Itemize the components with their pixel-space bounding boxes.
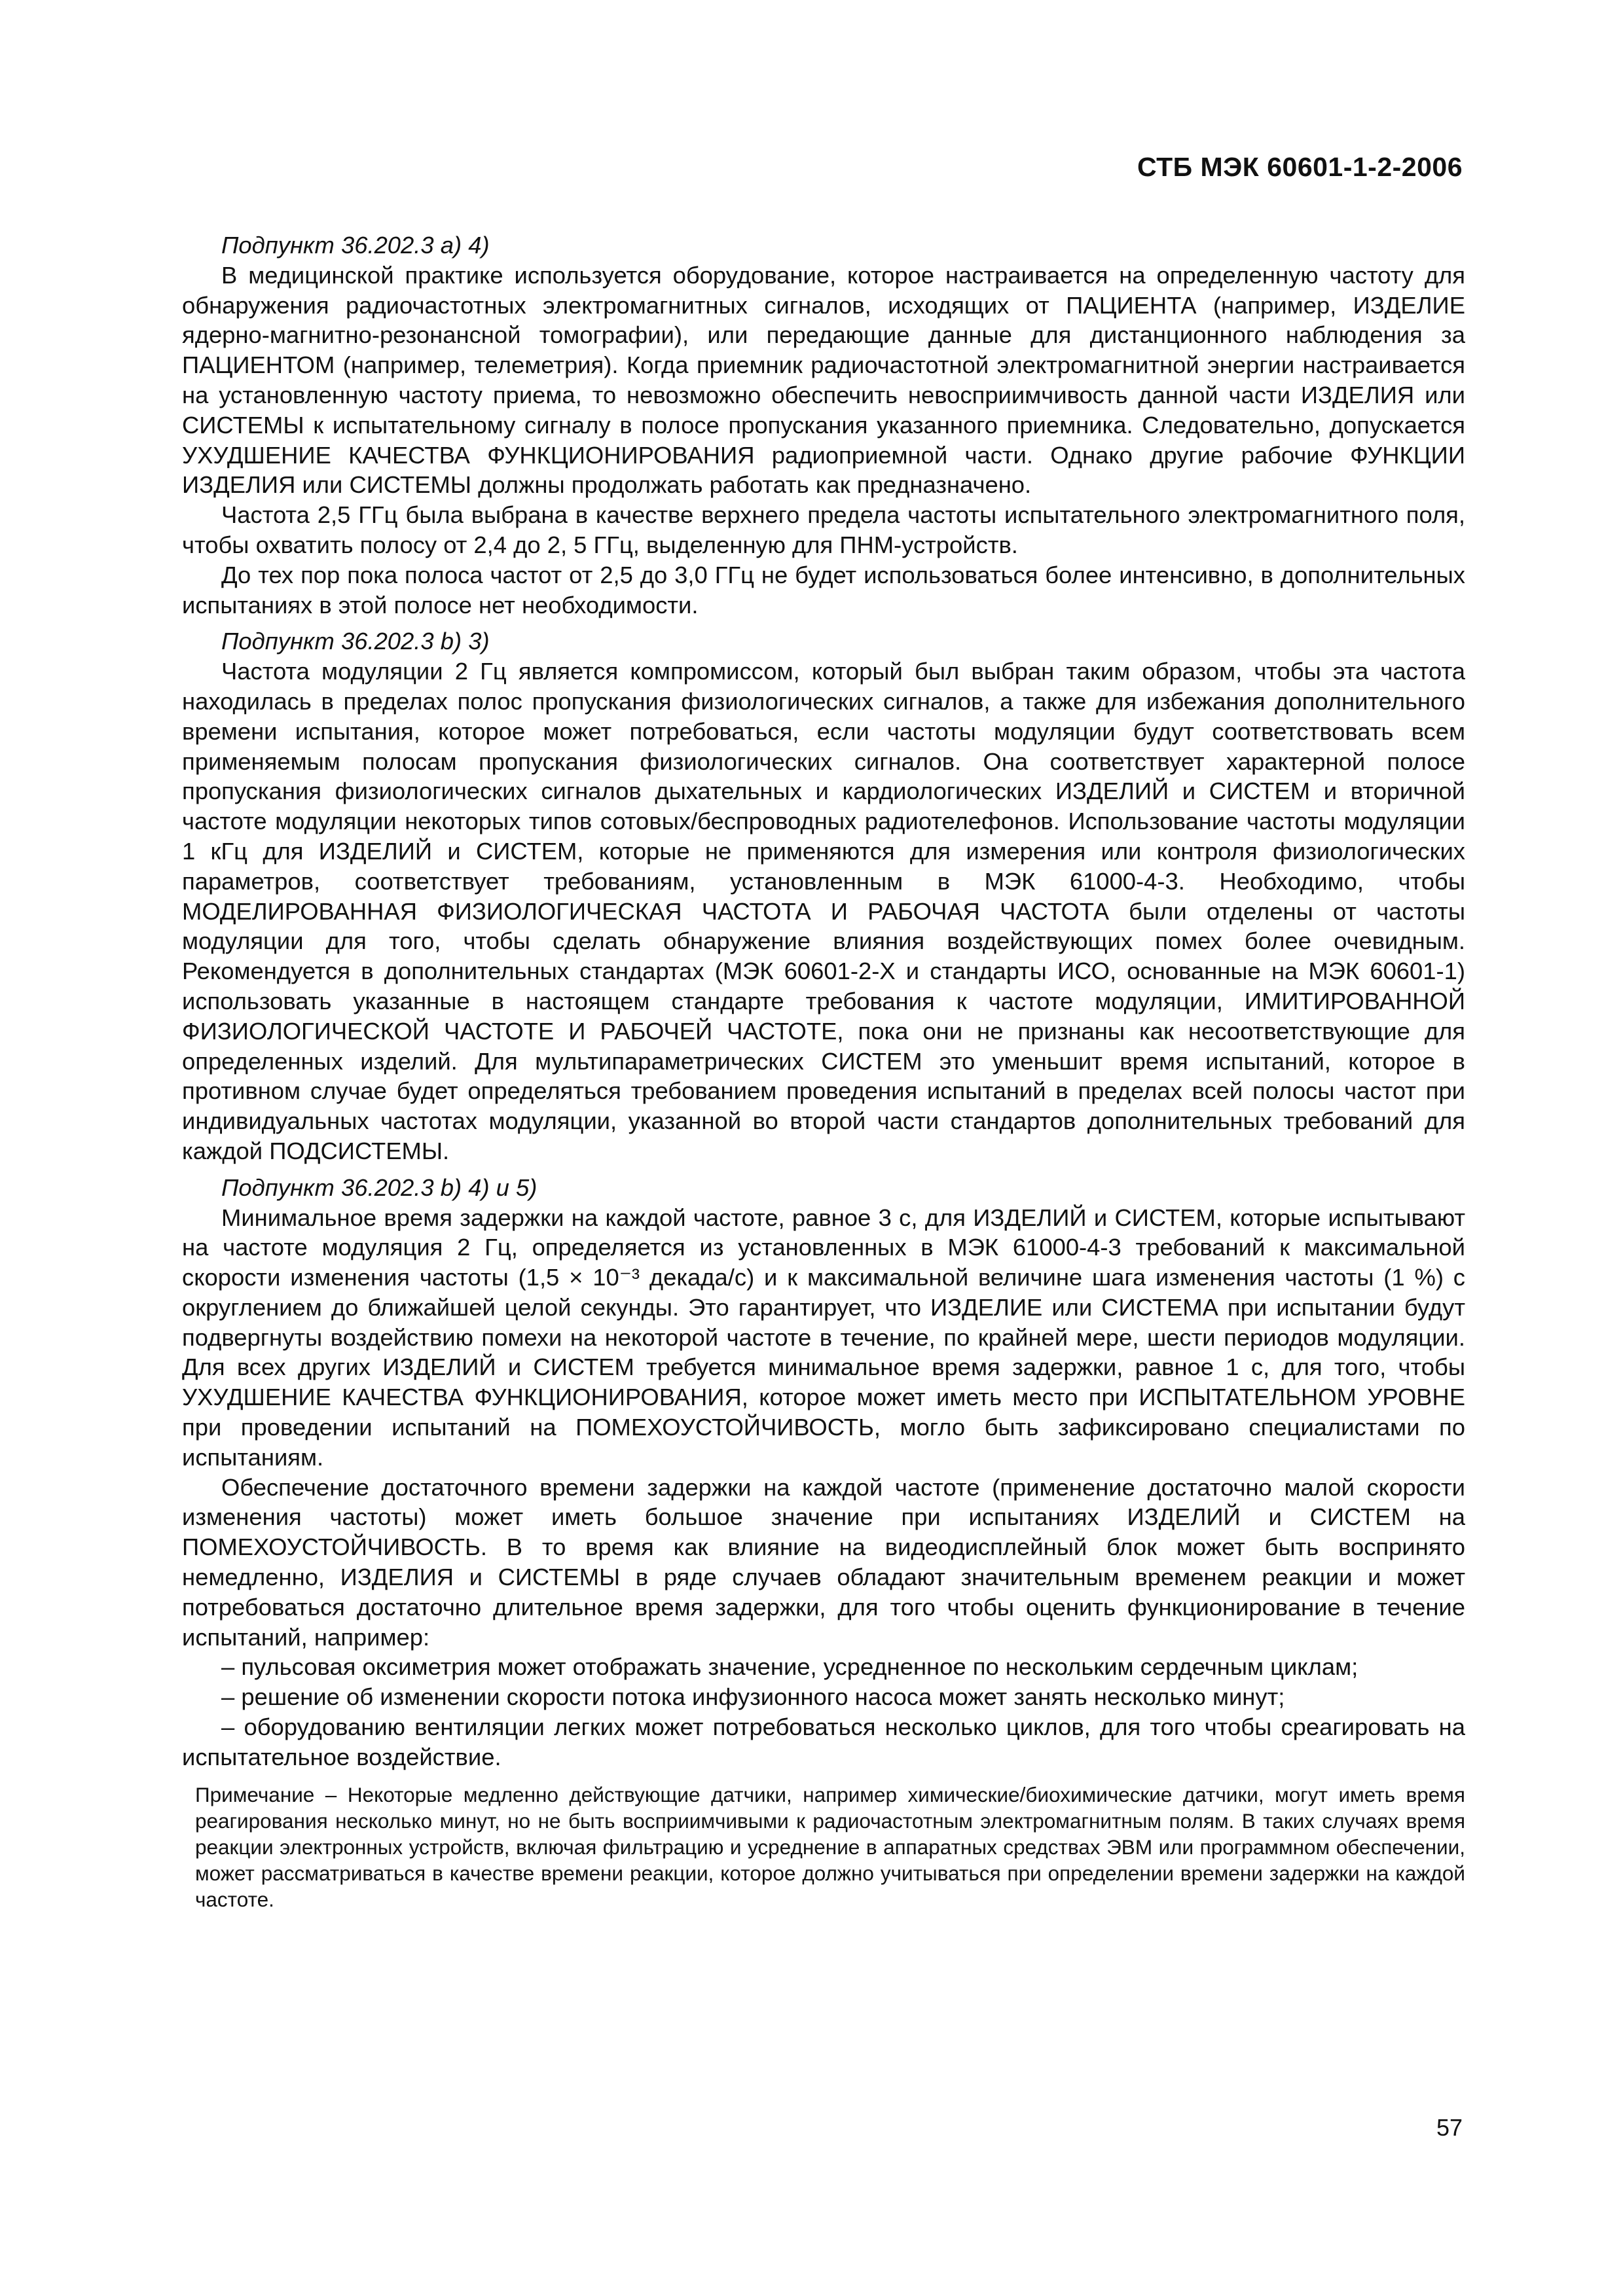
document-code: СТБ МЭК 60601-1-2-2006 <box>1137 152 1463 182</box>
body-paragraph: Минимальное время задержки на каждой частоте, равное 3 с, для ИЗДЕЛИЙ и СИСТЕМ, которые испытывают на частоте модуляция 2 Гц, определяется из установленных в МЭК 61000-4-3 требований к максимальной скорости изменения частоты (1,5 × 10⁻³ декада/с) и к максимальной величине шага изменения частоты (1 %) с округлением до ближайшей целой секунды. Это гарантирует, что ИЗДЕЛИЕ или СИСТЕМА при испытании будут подвергнуты воздействию помехи на некоторой частоте в течение, по крайней мере, шести периодов модуляции. Для всех других ИЗДЕЛИЙ и СИСТЕМ требуется минимальное время задержки, равное 1 с, для того, чтобы УХУДШЕНИЕ КАЧЕСТВА ФУНКЦИОНИРОВАНИЯ, которое может иметь место при ИСПЫТАТЕЛЬНОМ УРОВНЕ при проведении испытаний на ПОМЕХОУСТОЙЧИВОСТЬ, могло быть зафиксировано специалистами по испытаниям. <box>182 1204 1465 1471</box>
body-paragraph: До тех пор пока полоса частот от 2,5 до 3,0 ГГц не будет использоваться более интенсивно, в дополнительных испытаниях в этой полосе нет необходимости. <box>182 561 1465 619</box>
subpoint-heading: Подпункт 36.202.3 b) 4) и 5) <box>221 1174 538 1201</box>
body-paragraph: Частота 2,5 ГГц была выбрана в качестве верхнего предела частоты испытательного электромагнитного поля, чтобы охватить полосу от 2,4 до 2, 5 ГГц, выделенную для ПНМ-устройств. <box>182 501 1465 558</box>
subpoint-heading: Подпункт 36.202.3 b) 3) <box>221 628 490 655</box>
body-paragraph: Частота модуляции 2 Гц является компромиссом, который был выбран таким образом, чтобы эта частота находилась в пределах полос пропускания физиологических сигналов, а также для избежания дополнительного времени испытания, которое может потребоваться, если частоты модуляции будут соответствовать всем применяемым полосам пропускания физиологических сигналов. Она соответствует характерной полосе пропускания физиологических сигналов дыхательных и кардиологических ИЗДЕЛИЙ и СИСТЕМ и вторичной частоте модуляции некоторых типов сотовых/беспроводных радиотелефонов. Использование частоты модуляции 1 кГц для ИЗДЕЛИЙ и СИСТЕМ, которые не применяются для измерения или контроля физиологических параметров, соответствует требованиям, установленным в МЭК 61000-4-3. Необходимо, чтобы МОДЕЛИРОВАННАЯ ФИЗИОЛОГИЧЕСКАЯ ЧАСТОТА И РАБОЧАЯ ЧАСТОТА были отделены от частоты модуляции для того, чтобы сделать обнаружение влияния воздействующих помех более очевидным. Рекомендуется в дополнительных стандартах (МЭК 60601-2-Х и стандарты ИСО, основанные на МЭК 60601-1) использовать указанные в настоящем стандарте требования к частоте модуляции, ИМИТИРОВАННОЙ ФИЗИОЛОГИЧЕСКОЙ ЧАСТОТЕ И РАБОЧЕЙ ЧАСТОТЕ, пока они не признаны как несоответствующие для определенных изделий. Для мультипараметрических СИСТЕМ это уменьшит время испытаний, которое в противном случае будет определяться требованием проведения испытаний в пределах всей полосы частот при индивидуальных частотах модуляции, указанной во второй части стандартов дополнительных требований для каждой ПОДСИСТЕМЫ. <box>182 658 1465 1164</box>
document-body <box>182 230 1465 1912</box>
subpoint-heading: Подпункт 36.202.3 a) 4) <box>221 232 490 259</box>
page-number: 57 <box>1436 2114 1463 2141</box>
list-item: – пульсовая оксиметрия может отображать значение, усредненное по нескольким сердечным циклам; <box>221 1653 1359 1681</box>
body-paragraph: В медицинской практике используется оборудование, которое настраивается на определенную частоту для обнаружения радиочастотных электромагнитных сигналов, исходящих от ПАЦИЕНТА (например, ИЗДЕЛИЕ ядерно-магнитно-резонансной томографии), или передающие данные для дистанционного наблюдения за ПАЦИЕНТОМ (например, телеметрия). Когда приемник радиочастотной электромагнитной энергии настраивается на установленную частоту приема, то невозможно обеспечить невосприимчивость данной части ИЗДЕЛИЯ или СИСТЕМЫ к испытательному сигналу в полосе пропускания указанного приемника. Следовательно, допускается УХУДШЕНИЕ КАЧЕСТВА ФУНКЦИОНИРОВАНИЯ радиоприемной части. Однако другие рабочие ФУНКЦИИ ИЗДЕЛИЯ или СИСТЕМЫ должны продолжать работать как предназначено. <box>182 261 1465 499</box>
body-paragraph: Обеспечение достаточного времени задержки на каждой частоте (применение достаточно малой скорости изменения частоты) может иметь большое значение при испытаниях ИЗДЕЛИЙ и СИСТЕМ на ПОМЕХОУСТОЙЧИВОСТЬ. В то время как влияние на видеодисплейный блок может быть воспринято немедленно, ИЗДЕЛИЯ и СИСТЕМЫ в ряде случаев обладают значительным временем реакции и может потребоваться достаточно длительное время задержки, для того чтобы оценить функционирование в течение испытаний, например: <box>182 1473 1465 1651</box>
list-item: – решение об изменении скорости потока инфузионного насоса может занять несколько минут; <box>221 1683 1285 1711</box>
list-item: – оборудованию вентиляции легких может потребоваться несколько циклов, для того чтобы среагировать на испытательное воздействие. <box>182 1713 1465 1770</box>
note-paragraph: Примечание – Некоторые медленно действующие датчики, например химические/биохимические датчики, могут иметь время реагирования несколько минут, но не быть восприимчивыми к радиочастотным электромагнитным полям. В таких случаях время реакции электронных устройств, включая фильтрацию и усреднение в аппаратных средствах ЭВМ или программном обеспечении, может рассматриваться в качестве времени реакции, которое должно учитываться при определении времени задержки на каждой частоте. <box>195 1782 1465 1911</box>
